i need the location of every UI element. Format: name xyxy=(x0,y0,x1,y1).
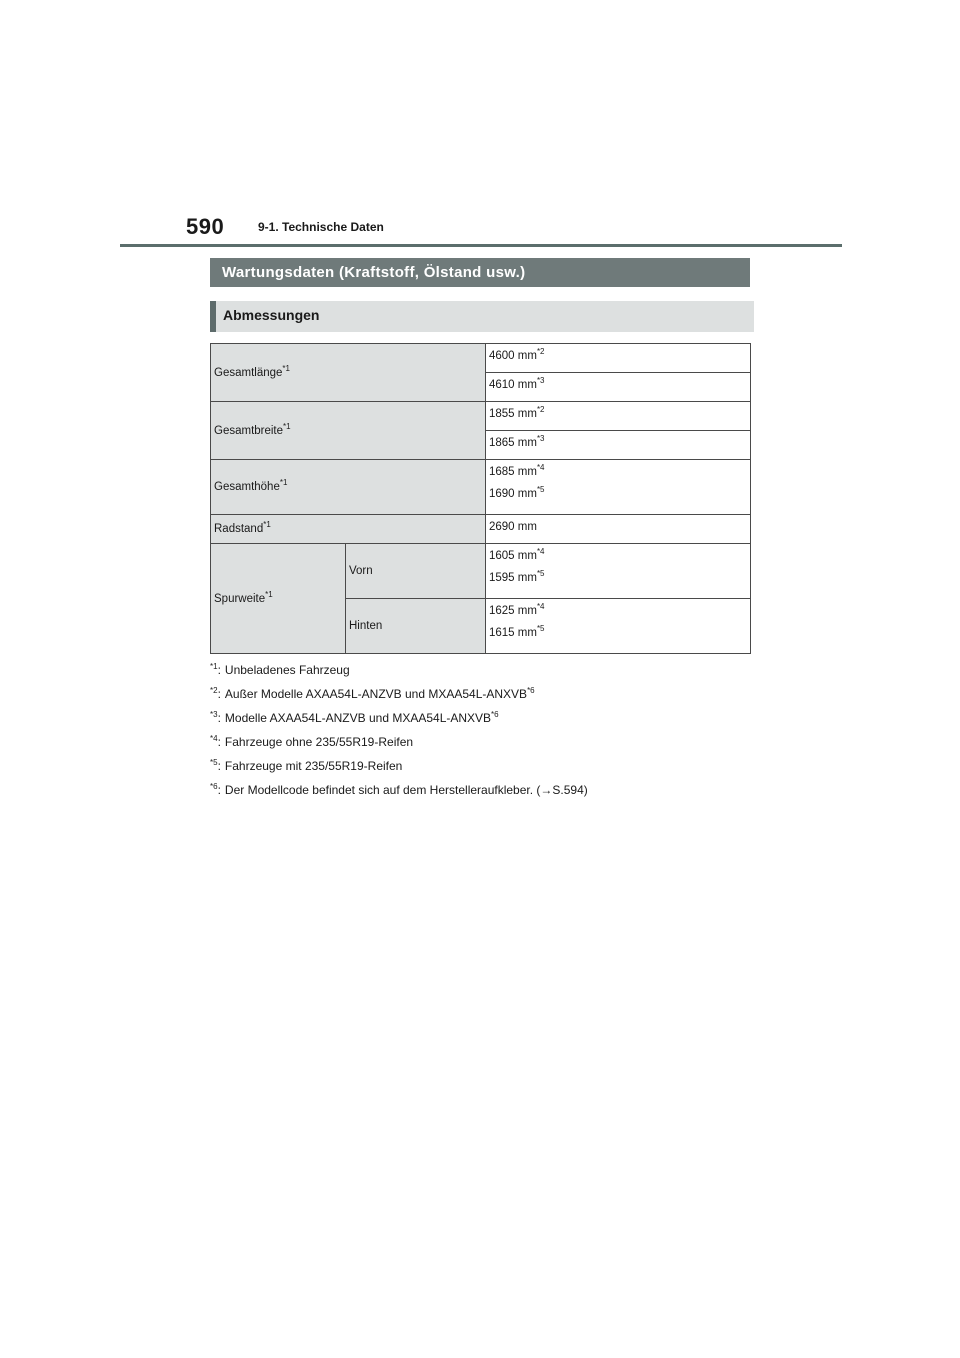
header-divider xyxy=(120,244,842,247)
value-spurweite-hinten: 1625 $mm^{*4}$ 1615 $mm^{*5}$ xyxy=(486,599,751,654)
footnote-3: $^{*3}$: Modelle AXAA54L-ANZVB und MXAA54L-ANXVB$^{*6}$ xyxy=(210,710,499,725)
value-spurweite-vorn: 1605 $mm^{*4}$ 1595 $mm^{*5}$ xyxy=(486,544,751,599)
value-gesamtbreite-2: 1865 $mm^{*3}$ xyxy=(486,431,751,460)
footnote-5: $^{*5}$: Fahrzeuge mit 235/55R19-Reifen xyxy=(210,758,403,773)
footnote-1: $^{*1}$: Unbeladenes Fahrzeug xyxy=(210,662,350,677)
value-radstand: 2690 mm xyxy=(486,515,751,544)
dimensions-table xyxy=(210,343,751,654)
label-gesamtbreite: Gesamtbreite$^{*1}$ xyxy=(211,402,486,460)
value-gesamtlaenge-2: 4610 $mm^{*3}$ xyxy=(486,373,751,402)
label-gesamthoehe: Gesamthöhe$^{*1}$ xyxy=(211,460,486,515)
value-gesamtbreite-1: 1855 $mm^{*2}$ xyxy=(486,402,751,431)
label-radstand: Radstand$^{*1}$ xyxy=(211,515,486,544)
value-gesamthoehe: 1685 $mm^{*4}$ 1690 $mm^{*5}$ xyxy=(486,460,751,515)
section-title: Wartungsdaten (Kraftstoff, Ölstand usw.) xyxy=(210,258,750,287)
table-row xyxy=(211,344,751,373)
label-spurweite: Spurweite$^{*1}$ xyxy=(211,544,346,654)
footnotes xyxy=(210,660,588,804)
subsection-title: Abmessungen xyxy=(210,301,754,332)
page-number: 590 xyxy=(186,214,225,239)
table-row xyxy=(211,515,751,544)
footnote-6: $^{*6}$: Der Modellcode befindet sich auf dem Herstelleraufkleber. (→S.594) xyxy=(210,782,588,797)
label-spurweite-hinten: Hinten xyxy=(346,599,486,654)
label-gesamtlaenge: Gesamtlänge$^{*1}$ xyxy=(211,344,486,402)
table-row xyxy=(211,544,751,599)
label-spurweite-vorn: Vorn xyxy=(346,544,486,599)
table-row xyxy=(211,460,751,515)
footnote-4: $^{*4}$: Fahrzeuge ohne 235/55R19-Reifen xyxy=(210,734,414,749)
chapter-title: 9-1. Technische Daten xyxy=(258,220,384,234)
value-gesamtlaenge-1: 4600 $mm^{*2}$ xyxy=(486,344,751,373)
footnote-2: $^{*2}$: Außer Modelle AXAA54L-ANZVB und MXAA54L-ANXVB$^{*6}$ xyxy=(210,686,535,701)
table-row xyxy=(211,402,751,431)
